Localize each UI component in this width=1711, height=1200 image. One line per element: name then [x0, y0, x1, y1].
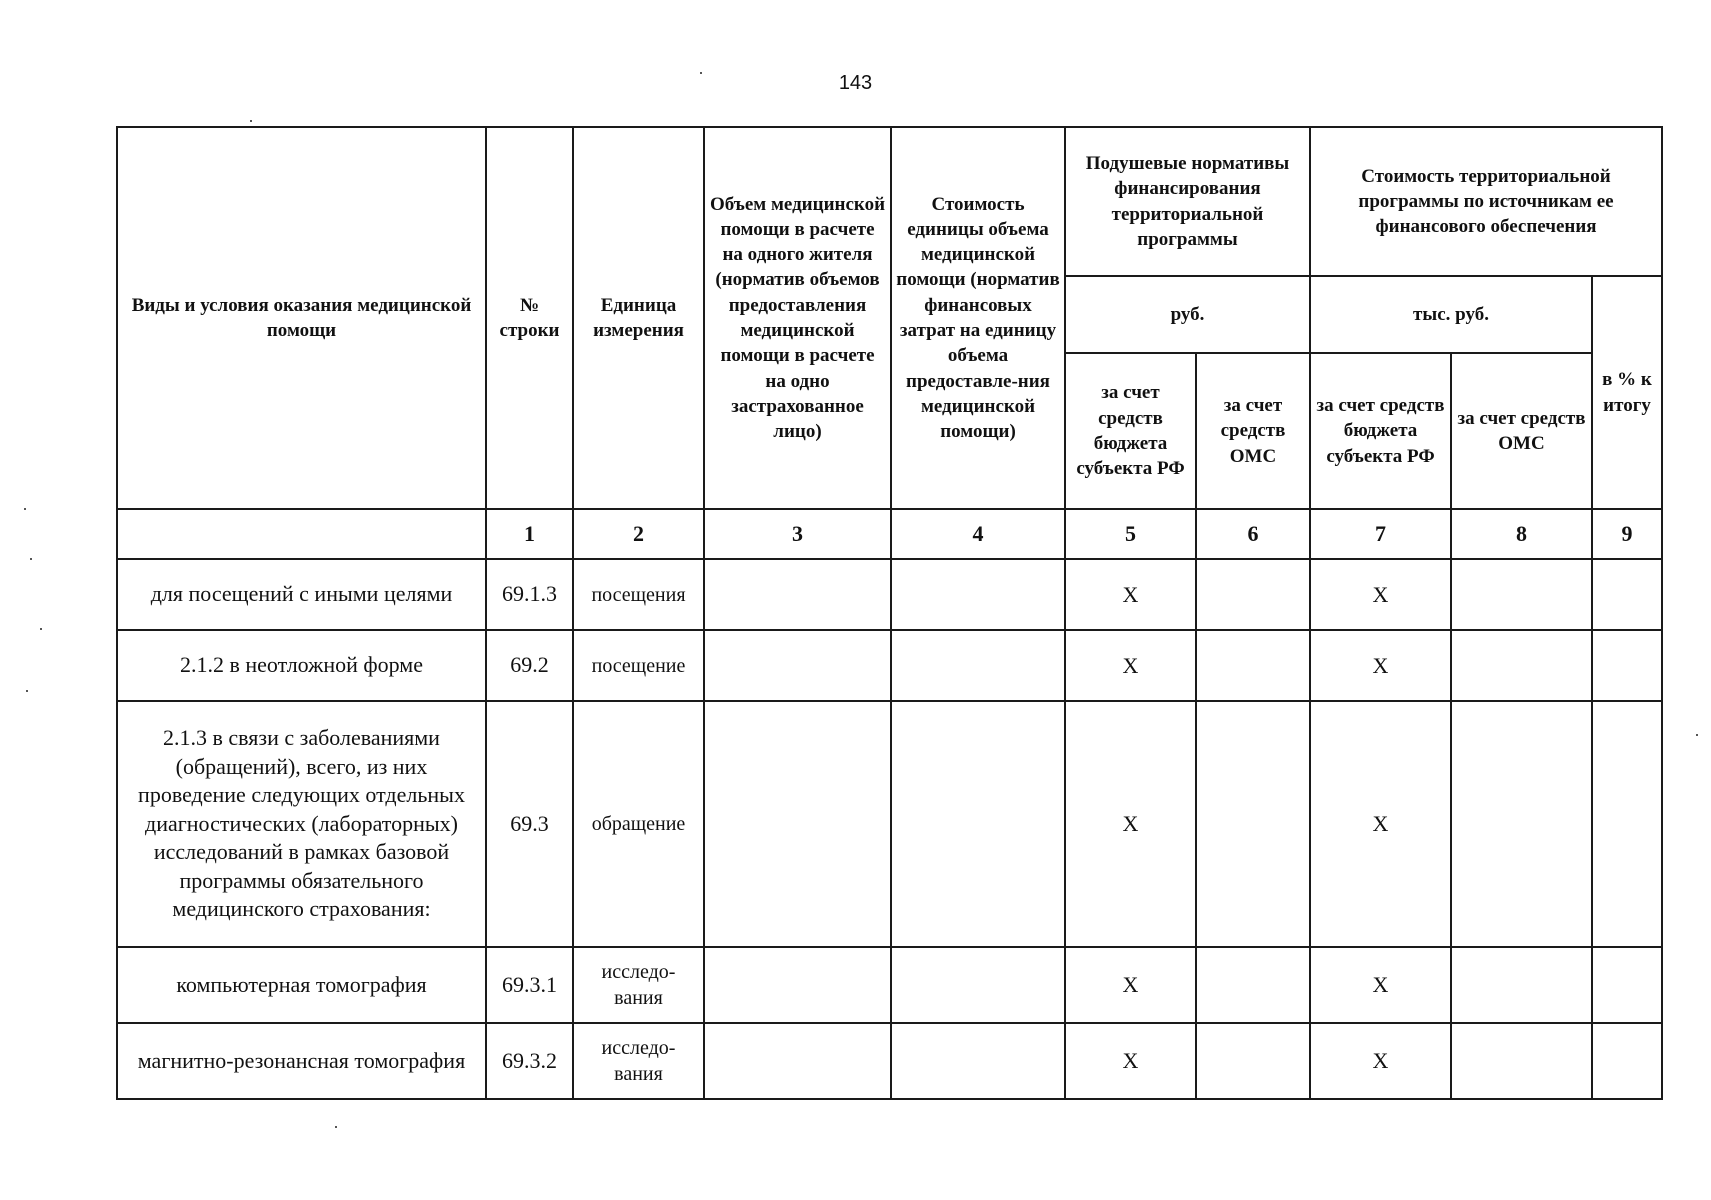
row-number: 69.1.3: [486, 559, 573, 630]
header-program-cost: Стоимость территориальной программы по источникам ее финансового обеспечения: [1310, 127, 1662, 276]
header-volume: Объем медицинской помощи в расчете на одного жителя (норматив объемов предоставления медицинской помощи в расчете на одно застрахованное лицо): [704, 127, 891, 509]
row-unit: исследо-вания: [573, 1023, 704, 1099]
row-number: 69.3.2: [486, 1023, 573, 1099]
row-number: 69.3: [486, 701, 573, 947]
row-name: 2.1.3 в связи с заболеваниями (обращений), всего, из них проведение следующих отдельных диагностических (лабораторных) исследований в рамках базовой программы обязательного медицинского страхования:: [117, 701, 486, 947]
scan-speck: [250, 120, 252, 122]
header-oms-8: за счет средств ОМС: [1451, 353, 1592, 509]
cell-x-mark: X: [1065, 630, 1196, 701]
column-number: 7: [1310, 509, 1451, 559]
cell-empty: [1451, 630, 1592, 701]
cell-empty: [1592, 1023, 1662, 1099]
cell-empty: [704, 1023, 891, 1099]
medical-care-table: [116, 126, 1663, 1100]
cell-x-mark: X: [1065, 947, 1196, 1023]
cell-empty: [704, 701, 891, 947]
row-name: для посещений с иными целями: [117, 559, 486, 630]
header-unit: Единица измерения: [573, 127, 704, 509]
table-row: [117, 630, 1662, 701]
cell-empty: [1592, 701, 1662, 947]
header-row-no: № строки: [486, 127, 573, 509]
row-number: 69.2: [486, 630, 573, 701]
cell-empty: [704, 947, 891, 1023]
header-thous-rub: тыс. руб.: [1310, 276, 1592, 353]
page-number: 143: [838, 72, 873, 94]
cell-empty: [1196, 947, 1310, 1023]
cell-x-mark: X: [1065, 559, 1196, 630]
table-row: [117, 947, 1662, 1023]
scan-speck: [26, 690, 28, 692]
cell-empty: [1451, 947, 1592, 1023]
cell-empty: [891, 1023, 1065, 1099]
table-row: [117, 701, 1662, 947]
column-number-row: [117, 509, 1662, 559]
row-name: 2.1.2 в неотложной форме: [117, 630, 486, 701]
cell-empty: [1451, 1023, 1592, 1099]
cell-empty: [891, 701, 1065, 947]
cell-empty: [891, 559, 1065, 630]
scan-speck: [30, 558, 32, 560]
cell-empty: [1196, 630, 1310, 701]
row-name: магнитно-резонансная томография: [117, 1023, 486, 1099]
row-unit: посещение: [573, 630, 704, 701]
cell-empty: [1196, 701, 1310, 947]
row-number: 69.3.1: [486, 947, 573, 1023]
cell-empty: [1592, 559, 1662, 630]
column-number: 5: [1065, 509, 1196, 559]
column-number: 3: [704, 509, 891, 559]
header-cost-unit: Стоимость единицы объема медицинской помощи (норматив финансовых затрат на единицу объема предоставле-ния медицинской помощи): [891, 127, 1065, 509]
header-budget-rf-5: за счет средств бюджета субъекта РФ: [1065, 353, 1196, 509]
column-number: 9: [1592, 509, 1662, 559]
column-number: 2: [573, 509, 704, 559]
cell-empty: [891, 947, 1065, 1023]
cell-empty: [1196, 1023, 1310, 1099]
cell-x-mark: X: [1310, 1023, 1451, 1099]
row-name: компьютерная томография: [117, 947, 486, 1023]
column-number: 1: [486, 509, 573, 559]
table-row: [117, 1023, 1662, 1099]
cell-empty: [1592, 630, 1662, 701]
cell-empty: [1451, 559, 1592, 630]
header-budget-rf-7: за счет средств бюджета субъекта РФ: [1310, 353, 1451, 509]
header-oms-6: за счет средств ОМС: [1196, 353, 1310, 509]
cell-x-mark: X: [1065, 1023, 1196, 1099]
row-unit: обращение: [573, 701, 704, 947]
header-per-capita: Подушевые нормативы финансирования территориальной программы: [1065, 127, 1310, 276]
cell-x-mark: X: [1310, 947, 1451, 1023]
cell-empty: [1451, 701, 1592, 947]
cell-empty: [1592, 947, 1662, 1023]
scan-speck: [700, 72, 702, 74]
cell-x-mark: X: [1310, 701, 1451, 947]
row-unit: исследо-вания: [573, 947, 704, 1023]
cell-x-mark: X: [1065, 701, 1196, 947]
cell-empty: [704, 630, 891, 701]
cell-empty: [704, 559, 891, 630]
column-number: 6: [1196, 509, 1310, 559]
header-types: Виды и условия оказания медицинской помощи: [117, 127, 486, 509]
scan-speck: [40, 628, 42, 630]
column-number-empty: [117, 509, 486, 559]
cell-empty: [1196, 559, 1310, 630]
row-unit: посещения: [573, 559, 704, 630]
scan-speck: [335, 1126, 337, 1128]
header-rub: руб.: [1065, 276, 1310, 353]
cell-x-mark: X: [1310, 559, 1451, 630]
column-number: 4: [891, 509, 1065, 559]
cell-x-mark: X: [1310, 630, 1451, 701]
scan-speck: [24, 508, 26, 510]
header-percent: в % к итогу: [1592, 276, 1662, 509]
cell-empty: [891, 630, 1065, 701]
column-number: 8: [1451, 509, 1592, 559]
scan-speck: [1696, 734, 1698, 736]
table-row: [117, 559, 1662, 630]
